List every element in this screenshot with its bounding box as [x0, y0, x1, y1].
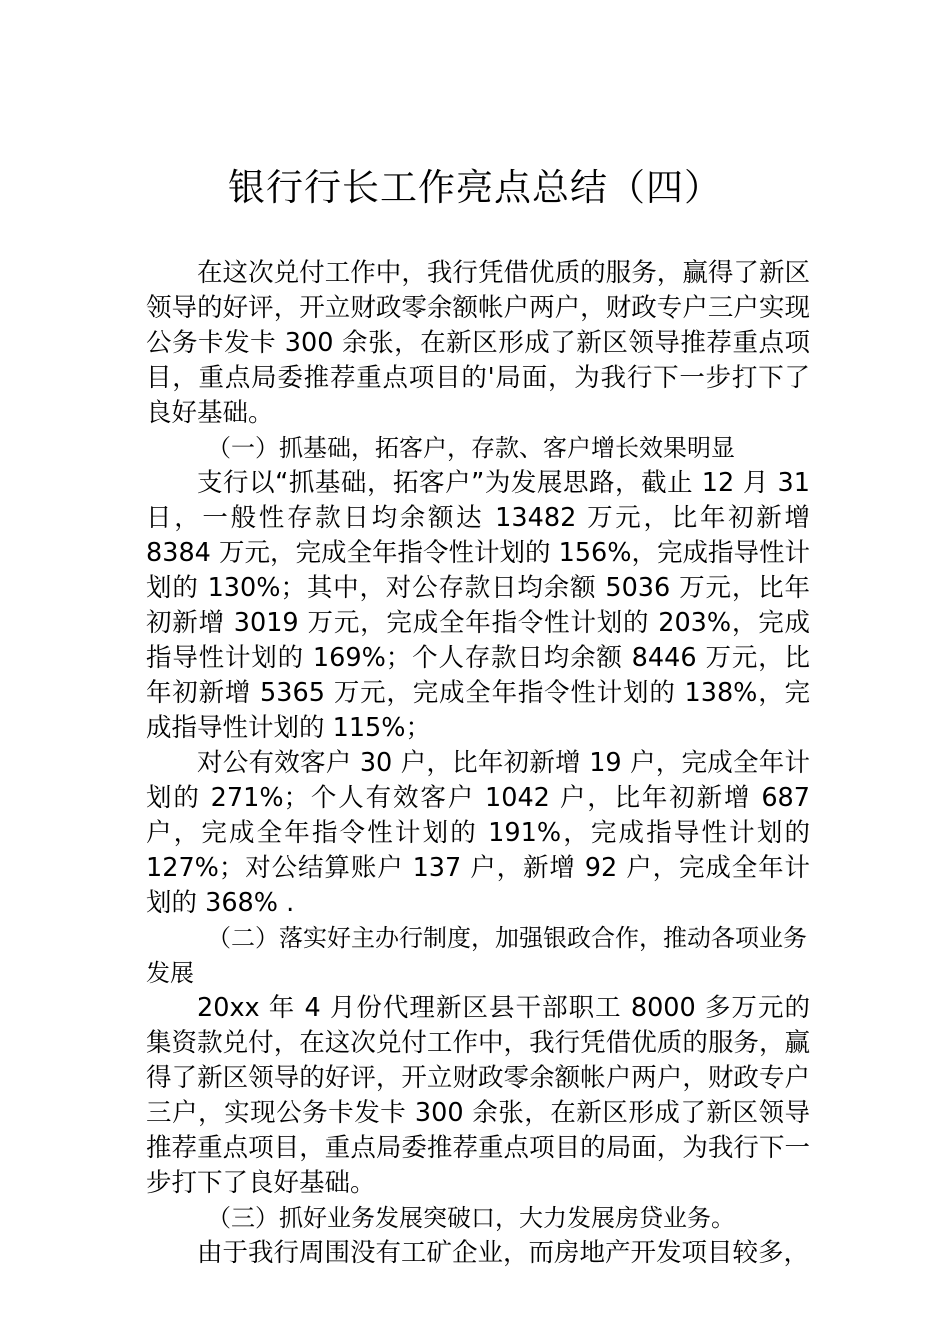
paragraph-deposits: 支行以“抓基础，拓客户”为发展思路，截止 12 月 31 日，一般性存款日均余额达 13482 万元，比年初新增 8384 万元，完成全年指令性计划的 156%，完成指导性计划的 130%；其中，对公存款日均余额 5036 万元，比年初新增 3019 万元，完成全年指令性计划的 203%，完成指导性计划的 169%；个人存款日均余额 8446 万元，比年初新增 5365 万元，完成全年指令性计划的 138%，完成指导性计划的 115%； — [146, 468, 811, 743]
paragraph-customers: 对公有效客户 30 户，比年初新增 19 户，完成全年计划的 271%；个人有效客户 1042 户，比年初新增 687 户，完成全年指令性计划的 191%，完成指导性计划的 127%；对公结算账户 137 户，新增 92 户，完成全年计划的 368% . — [146, 748, 810, 918]
document-body — [146, 256, 810, 1271]
paragraph-cooperation: 20xx 年 4 月份代理新区县干部职工 8000 多万元的集资款兑付，在这次兑付工作中，我行凭借优质的服务，赢得了新区领导的好评，开立财政零余额帐户两户，财政专户三户，实现公务卡发卡 300 余张，在新区形成了新区领导推荐重点项目，重点局委推荐重点项目的局面，为我行下一步打下了良好基础。 — [146, 993, 810, 1198]
section-heading-1: （一）抓基础，拓客户，存款、客户增长效果明显 — [207, 434, 735, 462]
paragraph-mortgage: 由于我行周围没有工矿企业，而房地产开发项目较多， — [197, 1238, 810, 1268]
paragraph-intro: 在这次兑付工作中，我行凭借优质的服务，赢得了新区领导的好评，开立财政零余额帐户两户，财政专户三户实现公务卡发卡 300 余张，在新区形成了新区领导推荐重点项目，重点局委推荐重点项目的'局面，为我行下一步打下了良好基础。 — [146, 258, 810, 428]
section-heading-3: （三）抓好业务发展突破口，大力发展房贷业务。 — [207, 1204, 735, 1232]
section-heading-2: （二）落实好主办行制度，加强银政合作，推动各项业务发展 — [146, 924, 807, 987]
document-title: 银行行长工作亮点总结（四） — [228, 166, 722, 209]
